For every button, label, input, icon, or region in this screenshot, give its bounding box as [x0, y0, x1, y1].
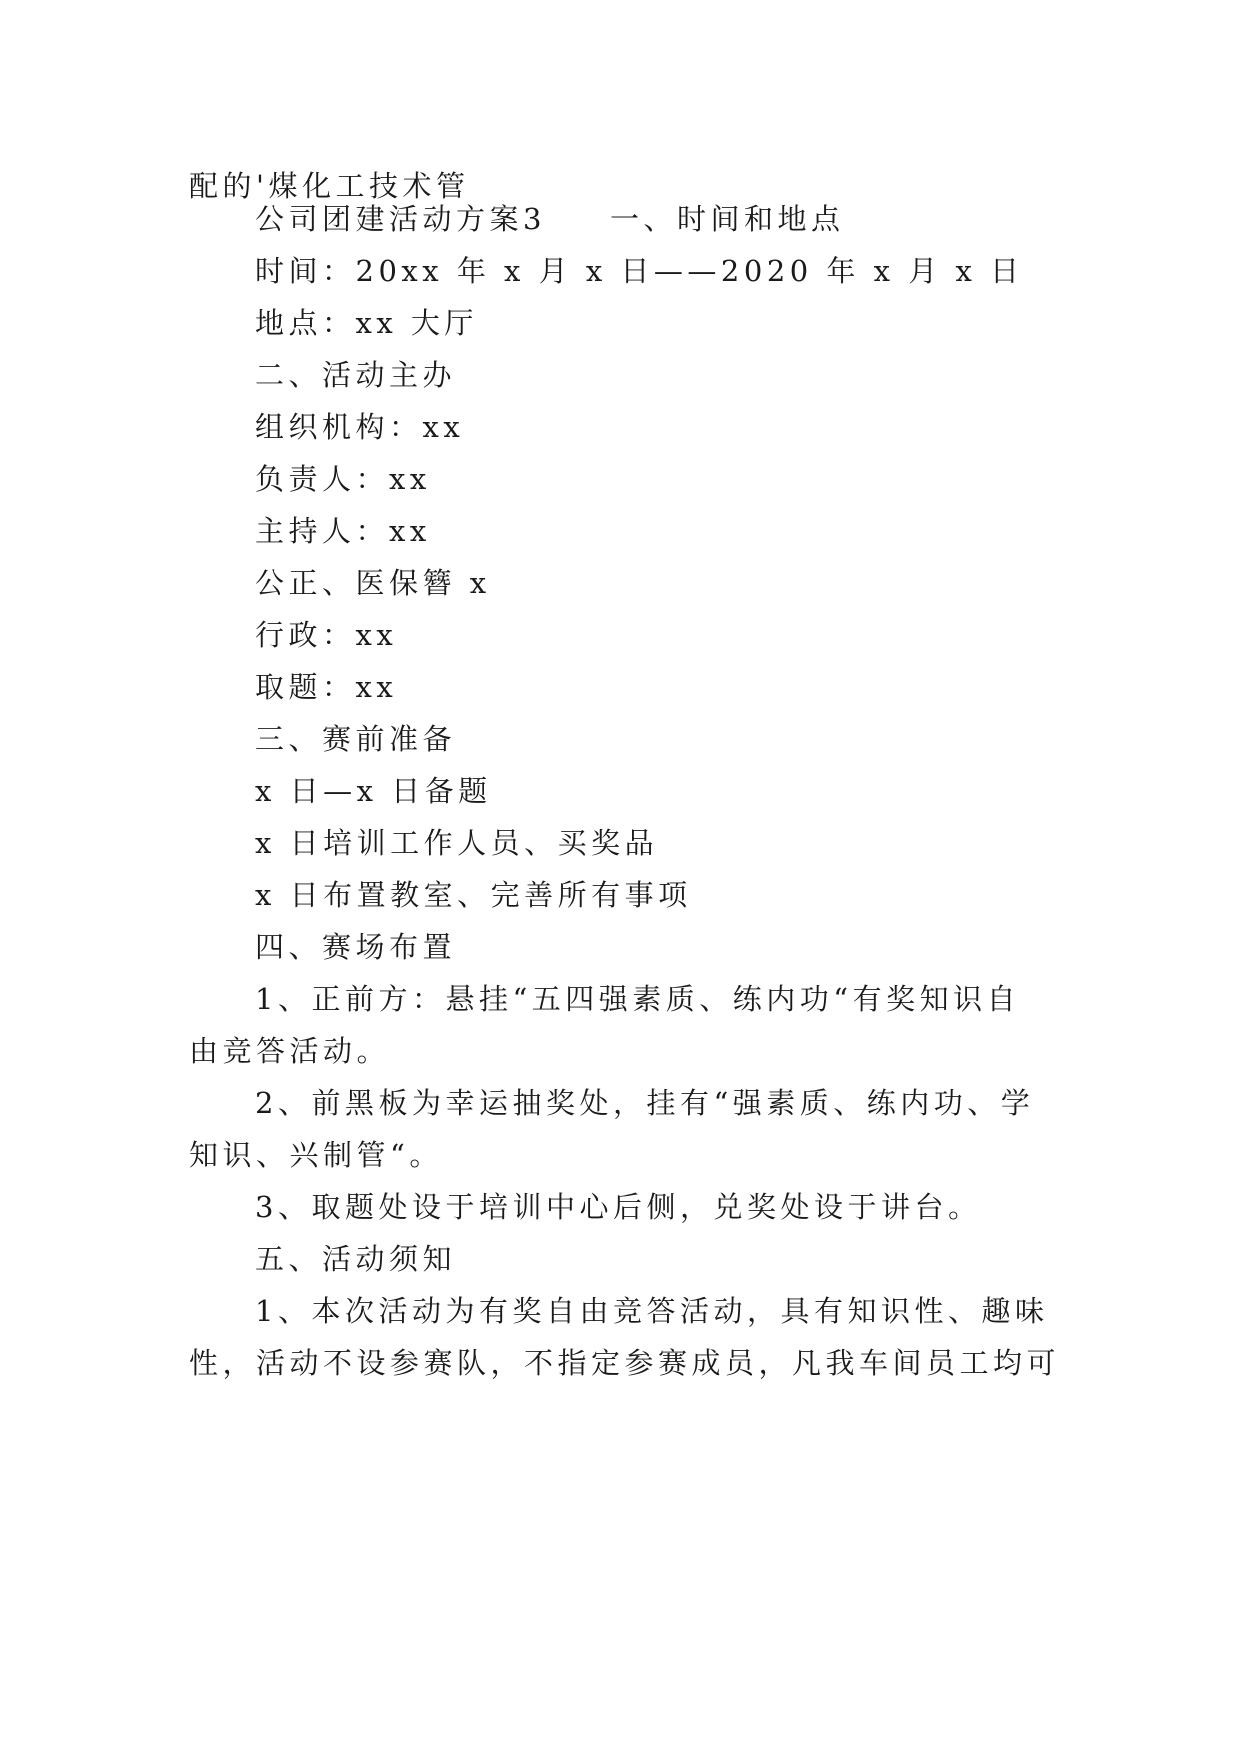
text-line: 时间：20xx 年 x 月 x 日——2020 年 x 月 x 日 [255, 254, 1024, 288]
text-line: 由竞答活动。 [189, 1034, 391, 1068]
text-line: 2、前黑板为幸运抽奖处，挂有“强素质、练内功、学 [255, 1086, 1035, 1120]
section-heading: 五、活动须知 [255, 1242, 457, 1276]
text-line: 公正、医保簪 x [255, 566, 491, 600]
text-line: 地点：xx 大厅 [255, 306, 478, 340]
text-line: 性，活动不设参赛队，不指定参赛成员，凡我车间员工均可 [189, 1346, 1061, 1380]
section-heading: 四、赛场布置 [255, 930, 457, 964]
section-heading: 一、时间和地点 [609, 202, 845, 236]
text-line: 1、本次活动为有奖自由竞答活动，具有知识性、趣味 [255, 1294, 1049, 1328]
text-line: 配的'煤化工技术管 [189, 169, 470, 203]
section-heading: 三、赛前准备 [255, 722, 457, 756]
text-line: 主持人：xx [255, 514, 431, 548]
text-line: 负责人：xx [255, 462, 431, 496]
text-line: 3、取题处设于培训中心后侧，兑奖处设于讲台。 [255, 1190, 982, 1224]
text-line: 知识、兴制管“。 [189, 1138, 443, 1172]
text-line: 1、正前方：悬挂“五四强素质、练内功“有奖知识自 [255, 982, 1021, 1016]
text-line: x 日培训工作人员、买奖品 [255, 826, 659, 860]
text-line: x 日—x 日备题 [255, 774, 492, 808]
text-line: 行政：xx [255, 618, 398, 652]
text-line [255, 201, 844, 237]
text-line: 组织机构：xx [255, 410, 465, 444]
section-heading: 公司团建活动方案3 [255, 202, 546, 236]
text-line: x 日布置教室、完善所有事项 [255, 878, 692, 912]
section-heading: 二、活动主办 [255, 358, 457, 392]
text-line: 取题：xx [255, 670, 398, 704]
